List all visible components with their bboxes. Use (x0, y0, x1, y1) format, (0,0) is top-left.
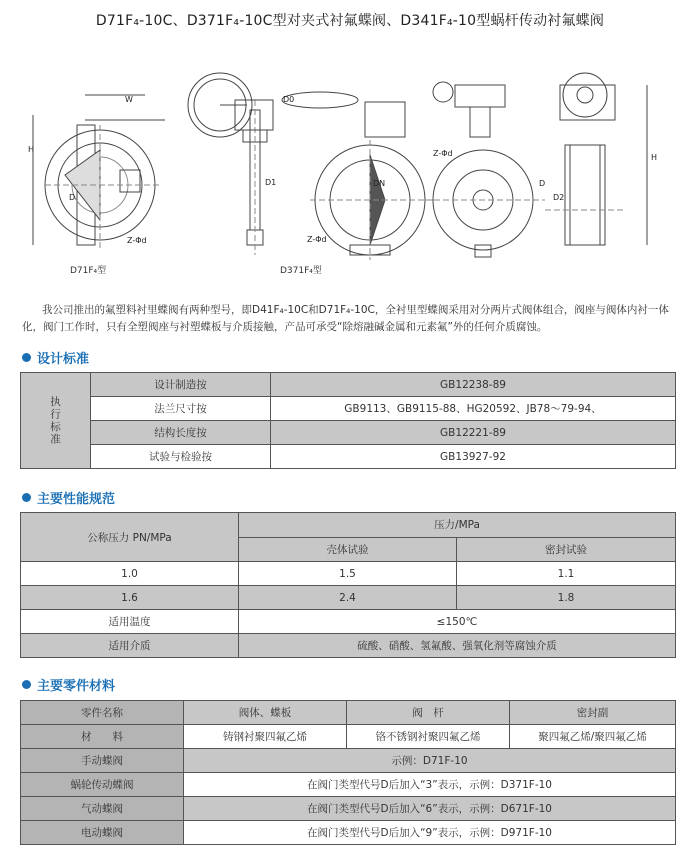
valve-type-value: 在阀门类型代号D后加入“3”表示，示例：D371F-10 (184, 773, 676, 797)
row-value: GB12221-89 (271, 421, 676, 445)
header-pn: 公称压力 PN/MPa (21, 513, 239, 562)
label-d2: D2 (553, 193, 565, 202)
valve-type-label: 蜗轮传动蝶阀 (21, 773, 184, 797)
cell-seal: 1.1 (457, 562, 676, 586)
bullet-icon (22, 680, 31, 689)
section-materials (22, 675, 115, 694)
part-name: 阀 杆 (347, 701, 510, 725)
header-seal-test: 密封试验 (457, 537, 676, 562)
label-h: H (28, 145, 35, 154)
row-value: GB9113、GB9115-88、HG20592、JB78～79-94、 (271, 397, 676, 421)
materials-table (20, 700, 676, 845)
cell-pn: 1.0 (21, 562, 239, 586)
material: 铸钢衬聚四氟乙烯 (184, 725, 347, 749)
page-title: D71F₄-10C、D371F₄-10C型对夹式衬氟蝶阀、D341F₄-10型蜗杆传动衬氟蝶阀 (95, 13, 605, 29)
cell-seal: 1.8 (457, 586, 676, 610)
bullet-icon (22, 353, 31, 362)
valve-type-value: 在阀门类型代号D后加入“6”表示，示例：D671F-10 (184, 797, 676, 821)
part-name-label: 零件名称 (21, 701, 184, 725)
row-value: GB12238-89 (271, 373, 676, 397)
section-heading: 设计标准 (37, 352, 90, 367)
row-label: 试验与检验按 (91, 445, 271, 469)
temp-label: 适用温度 (21, 610, 239, 634)
header-pressure: 压力/MPa (239, 513, 676, 538)
intro-paragraph: 我公司推出的氟塑料衬里蝶阀有两种型号，即D41F₄-10C和D71F₄-10C，全衬里型蝶阀采用对分两片式阀体组合，阀座与阀体内衬一体化，阀门工作时，只有全塑阀座与衬塑蝶板与介质接触，产品可承受“除熔融碱金属和元素氟”外的任何介质腐蚀。 (22, 304, 669, 333)
part-name: 密封副 (510, 701, 676, 725)
valve-type-label: 气动蝶阀 (21, 797, 184, 821)
section-heading: 主要性能规范 (37, 492, 116, 507)
label-w: W (125, 95, 133, 104)
medium-label: 适用介质 (21, 634, 239, 658)
temp-value: ≤150℃ (239, 610, 676, 634)
d341-front-drawing (425, 82, 545, 257)
valve-type-value: 示例：D71F-10 (184, 749, 676, 773)
label-z: Z-Φd (127, 236, 147, 245)
header-shell-test: 壳体试验 (239, 537, 457, 562)
row-label: 结构长度按 (91, 421, 271, 445)
section-performance (22, 488, 115, 507)
label-dn: DN (373, 179, 386, 188)
material: 聚四氟乙烯/聚四氟乙烯 (510, 725, 676, 749)
row-label: 法兰尺寸按 (91, 397, 271, 421)
valve-type-label: 手动蝶阀 (21, 749, 184, 773)
label-d0: D0 (283, 95, 295, 104)
group-label: 执行标准 (21, 373, 91, 469)
bullet-icon (22, 493, 31, 502)
valve-type-value: 在阀门类型代号D后加入“9”表示，示例：D971F-10 (184, 821, 676, 845)
label-d1: D1 (265, 178, 277, 187)
label-d3: D (539, 179, 546, 188)
valve-type-label: 电动蝶阀 (21, 821, 184, 845)
d71f4-drawing (33, 95, 165, 250)
material: 铬不锈钢衬聚四氟乙烯 (347, 725, 510, 749)
cell-pn: 1.6 (21, 586, 239, 610)
part-name: 阀体、蝶板 (184, 701, 347, 725)
cell-shell: 1.5 (239, 562, 457, 586)
medium-value: 硫酸、硝酸、氢氟酸、强氧化剂等腐蚀介质 (239, 634, 676, 658)
section-heading: 主要零件材料 (37, 679, 116, 694)
d371f4-drawing (282, 92, 435, 260)
performance-table (20, 512, 676, 658)
material-label: 材 料 (21, 725, 184, 749)
d341-side-drawing (545, 73, 647, 245)
row-value: GB13927-92 (271, 445, 676, 469)
label-h2: H (651, 153, 658, 162)
caption-d71f4: D71F₄型 (70, 266, 107, 276)
caption-d371f4: D371F₄型 (280, 266, 322, 276)
valve-drawings (25, 60, 675, 280)
label-z2: Z-Φd (307, 235, 327, 244)
design-standards-table (20, 372, 676, 469)
label-d: D (69, 193, 76, 202)
row-label: 设计制造按 (91, 373, 271, 397)
cell-shell: 2.4 (239, 586, 457, 610)
label-z3: Z-Φd (433, 149, 453, 158)
section-design-standards (22, 348, 89, 367)
